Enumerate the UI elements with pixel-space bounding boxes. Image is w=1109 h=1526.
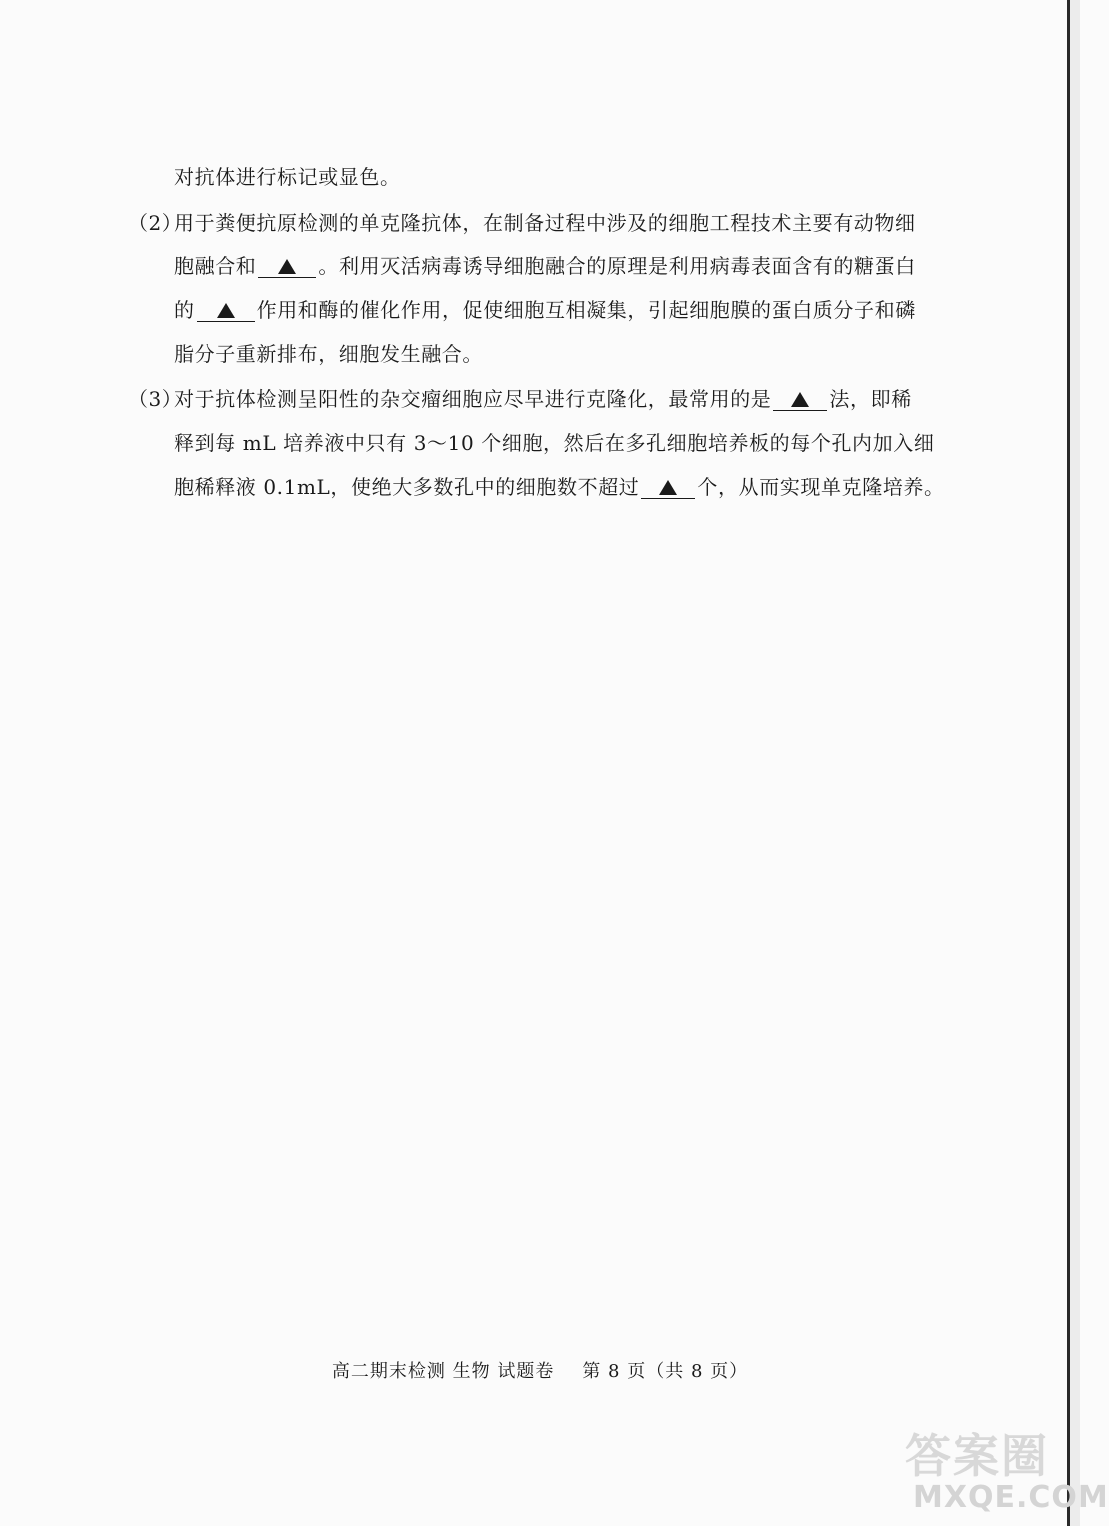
triangle-icon	[791, 392, 809, 407]
triangle-icon	[659, 480, 677, 495]
footer-exam-name: 高二期末检测	[331, 1361, 446, 1382]
text-segment: 用于粪便抗原检测的单克隆抗体，在制备过程中涉及的细胞工程技术主要有动物细	[174, 211, 916, 235]
text-segment: 对抗体进行标记或显色。	[174, 165, 401, 189]
triangle-icon	[278, 259, 296, 274]
text-segment: 脂分子重新排布，细胞发生融合。	[174, 342, 483, 366]
text-segment: 胞融合和	[174, 254, 257, 278]
text-segment: 作用和酶的催化作用，促使细胞互相凝集，引起细胞膜的蛋白质分子和磷	[256, 298, 916, 322]
text-line-8	[174, 472, 945, 502]
text-segment: 个，从而实现单克隆培养。	[697, 475, 945, 499]
text-line-5	[174, 339, 483, 369]
text-line-1	[174, 162, 401, 192]
answer-blank-1[interactable]	[258, 255, 316, 278]
footer-subject: 生物	[452, 1361, 491, 1382]
text-line-7	[174, 428, 934, 458]
watermark-cn: 答案圈	[905, 1429, 1049, 1483]
text-line-3	[174, 251, 916, 281]
page-footer	[0, 1358, 1080, 1386]
triangle-icon	[217, 303, 235, 318]
text-line-4	[174, 295, 916, 325]
text-segment: 对于抗体检测呈阳性的杂交瘤细胞应尽早进行克隆化，最常用的是	[174, 387, 772, 411]
scan-edge	[1067, 0, 1070, 1526]
answer-blank-3[interactable]	[773, 388, 827, 411]
answer-blank-4[interactable]	[641, 476, 695, 499]
footer-paper-type: 试题卷	[497, 1361, 555, 1382]
answer-blank-2[interactable]	[197, 299, 255, 322]
question-number-3: （3）	[128, 387, 183, 411]
question-number-2: （2）	[128, 211, 183, 235]
watermark-logo	[905, 1420, 1109, 1520]
text-segment: 胞稀释液 0.1mL，使绝大多数孔中的细胞数不超过	[174, 475, 640, 499]
scan-edge-shadow	[1070, 0, 1080, 1526]
text-segment: 。利用灭活病毒诱导细胞融合的原理是利用病毒表面含有的糖蛋白	[318, 254, 916, 278]
text-segment: 法，即稀	[829, 387, 912, 411]
text-line-6	[174, 384, 912, 414]
footer-page-number: 第 8 页（共 8 页）	[582, 1361, 749, 1382]
text-line-2	[174, 208, 916, 238]
watermark-en: MXQE.COM	[913, 1480, 1109, 1515]
text-segment: 的	[174, 298, 195, 322]
text-segment: 释到每 mL 培养液中只有 3～10 个细胞，然后在多孔细胞培养板的每个孔内加入细	[174, 431, 935, 455]
